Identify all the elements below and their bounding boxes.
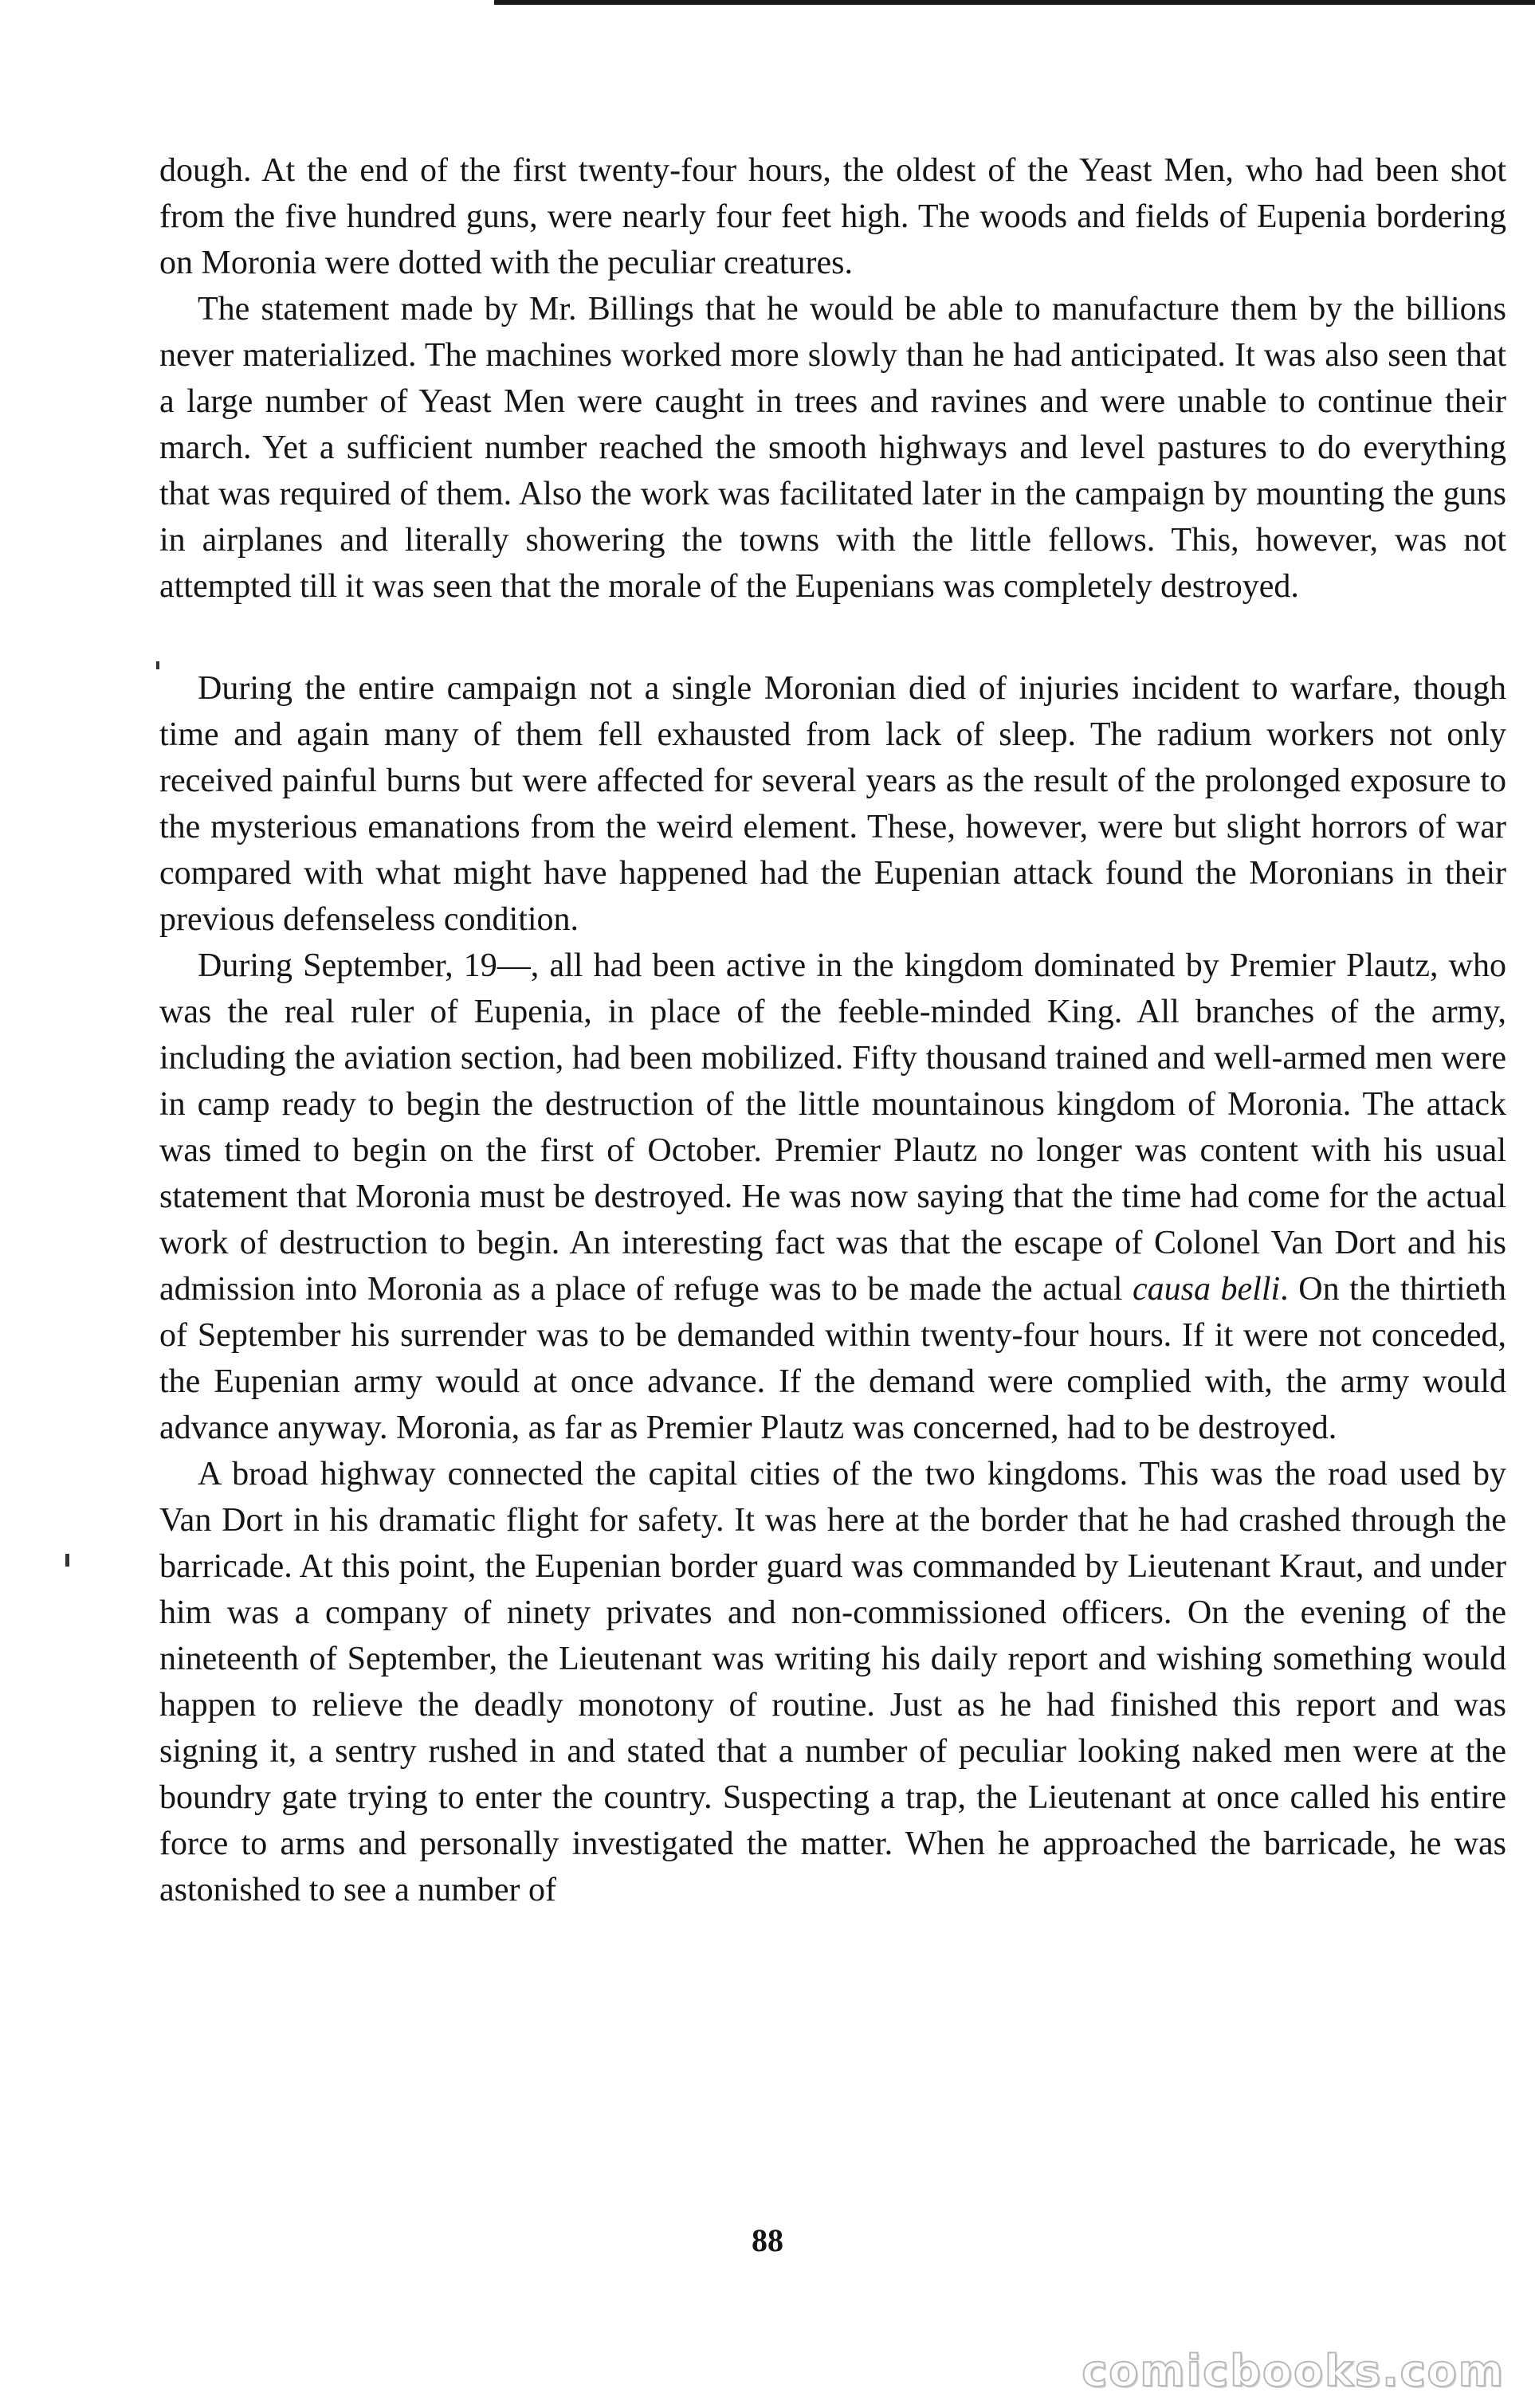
top-border-rule [494, 0, 1535, 5]
paragraph-5: A broad highway connected the capital cities of the two kingdoms. This was the road used by Van Dort in his dramatic flight for safety. It was here at the border that he had crashed through the barricade. At this point, the Eupenian border guard was commanded by Lieutenant Kraut, and under him was a company of ninety privates and non-commissioned officers. On the evening of the nineteenth of September, the Lieutenant was writing his daily report and wishing something would happen to relieve the deadly monotony of routine. Just as he had finished this report and was signing it, a sentry rushed in and stated that a number of peculiar looking naked men were at the boundry gate trying to enter the country. Suspecting a trap, the Lieutenant at once called his entire force to arms and personally investigated the matter. When he approached the barricade, he was astonished to see a number of [159, 1456, 1506, 1908]
paragraph-4-text-after: . On the thirtieth of September his surrender was to be demanded within twenty-four hours. If it were not conceded, the Eupenian army would at once advance. If the demand were complied with, the army would advance anyway. Moronia, as far as Premier Plautz was concerned, had to be destroyed. [159, 1271, 1507, 1446]
watermark-logo: comicbooks.com [1082, 2346, 1505, 2396]
paragraph-4 [159, 943, 1506, 1451]
paragraph-3: During the entire campaign not a single Moronian died of injuries incident to warfare, though time and again many of them fell exhausted from lack of sleep. The radium workers not only received painful burns but were affected for several years as the result of the prolonged exposure to the mysterious emanations from the weird element. These, however, were but slight horrors of war compared with what might have happened had the Eupenian attack found the Moronians in their previous defenseless condition. [159, 670, 1506, 938]
paragraph-4-text: During September, 19—, all had been active in the kingdom dominated by Premier Plautz, who was the real ruler of Eupenia, in place of the feeble-minded King. All branches of the army, including the aviation section, had been mobilized. Fifty thousand trained and well-armed men were in camp ready to begin the destruction of the little mountainous kingdom of Moronia. The attack was timed to begin on the first of October. Premier Plautz no longer was content with his usual statement that Moronia must be destroyed. He was now saying that the time had come for the actual work of destruction to begin. An interesting fact was that the escape of Colonel Van Dort and his admission into Moronia as a place of refuge was to be made the actual [159, 947, 1506, 1308]
print-speck [65, 1554, 69, 1567]
page-body [159, 147, 1506, 1913]
paragraph-4-italic: causa belli [1132, 1271, 1281, 1308]
page-number: 88 [752, 2222, 783, 2258]
paragraph-1: dough. At the end of the first twenty-four hours, the oldest of the Yeast Men, who had been shot from the five hundred guns, were nearly four feet high. The woods and fields of Eupenia bordering on Moronia were dotted with the peculiar creatures. [159, 152, 1506, 281]
paragraph-2: The statement made by Mr. Billings that he would be able to manufacture them by the billions never materialized. The machines worked more slowly than he had anticipated. It was also seen that a large number of Yeast Men were caught in trees and ravines and were unable to continue their march. Yet a sufficient number reached the smooth highways and level pastures to do everything that was required of them. Also the work was facilitated later in the campaign by mounting the guns in airplanes and literally showering the towns with the little fellows. This, however, was not attempted till it was seen that the morale of the Eupenians was completely destroyed. [159, 291, 1506, 605]
